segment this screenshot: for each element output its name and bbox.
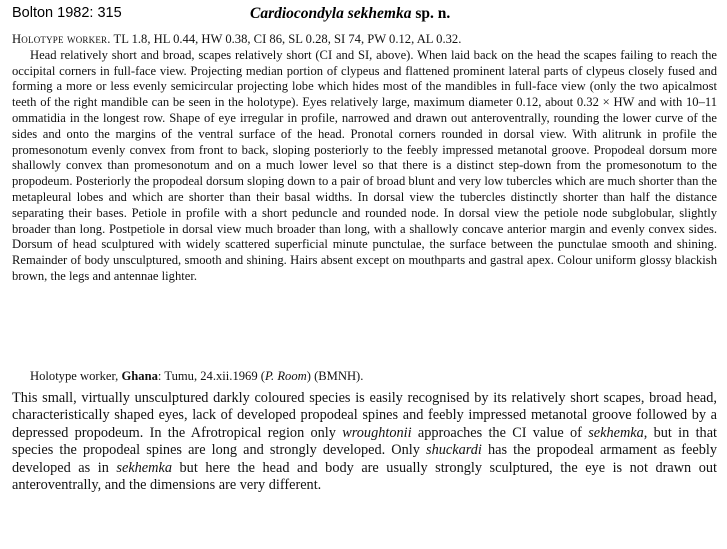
species-title (250, 5, 450, 23)
holotype-collector: P. Room (264, 369, 307, 383)
remarks-text-5: but here the head and body are usually strongly sculptured, the eye is not drawn out anteroventrally, and the dimensions are very different. (12, 459, 718, 494)
holotype-prefix: Holotype worker, (30, 369, 119, 383)
citation-source: Bolton 1982: 315 (12, 5, 122, 21)
species-ref-wroughtonii: wroughtonii (342, 424, 412, 441)
description-body: Head relatively short and broad, scapes relatively short (CI and SI, above). When laid back on the head the scapes failing to reach the occipital corners in full-face view. Projecting median portion of clypeus and flattened prominent lateral parts of clypeus closely fused and forming a more or less evenly semicircular projecting lobe which hides most of the mandibles in full-face view (only the two apicalmost teeth of the right mandible can be seen in the holotype). Eyes relatively large, maximum diameter 0.12, about 0.32 × HW and with 10–11 ommatidia in the longest row. Shape of eye irregular in profile, narrowed and drawn out anteroventrally, rounding the lower curve of the sides and onto the margins of the ventral surface of the head. Pronotal corners rounded in dorsal view. With alitrunk in profile the promesonotum evenly convex from front to back, sloping posteriorly to the feebly impressed metanotal groove. Propodeal dorsum more shallowly convex than promesonotum and on a much lower level so that there is a distinct step-down from the promesonotum to the propodeum. Posteriorly the propodeal dorsum sloping down to a pair of broad blunt and very low tubercles which are much shorter than the metapleural lobes and which are shorter than their basal widths. In dorsal view the tubercles distinctly shorter than half the distance separating their bases. Petiole in profile with a short peduncle and rounded node. In dorsal view the petiole node subglobular, slightly broader than long. Postpetiole in dorsal view much broader than long, with a shallowly concave anterior margin and evenly convex sides. Dorsum of head sculptured with widely scattered superficial minute punctulae, the surface between the punctulae smooth and shining. Remainder of body unsculptured, smooth and shining. Hairs absent except on mouthparts and gastral apex. Colour uniform glossy blackish brown, the legs and antennae lighter. (12, 47, 717, 283)
species-ref-shuckardi: shuckardi (426, 442, 482, 459)
remarks-text-2: approaches the CI value of (417, 424, 582, 441)
remarks-text-4: has the propodeal armament as feebly developed as in (12, 442, 717, 476)
species-ref-sekhemka-2: sekhemka (116, 459, 172, 476)
remarks-text-3: , but in that species the propodeal spines are long and strongly developed. Only (12, 424, 718, 459)
species-ref-sekhemka: sekhemka (588, 424, 644, 441)
species-name: Cardiocondyla sekhemka (250, 5, 412, 22)
holotype-record (30, 369, 720, 385)
species-suffix: sp. n. (415, 5, 451, 22)
holotype-country: Ghana (121, 369, 158, 383)
holotype-depository: ) (BMNH). (306, 369, 364, 383)
remarks-paragraph (12, 390, 717, 494)
holotype-label: Holotype worker. (12, 32, 111, 46)
measurements: TL 1.8, HL 0.44, HW 0.38, CI 86, SL 0.28, SI 74, PW 0.12, AL 0.32. (113, 32, 462, 46)
holotype-locality: : Tumu, 24.xii.1969 ( (157, 369, 265, 383)
remarks-text-1: This small, virtually unsculptured darkly coloured species is easily recognised by its relatively short scapes, broad head, characteristically shaped eyes, lack of developed propodeal spines and feebly impressed metanotal groove followed by a depressed propodeum. In the Afrotropical region only (12, 390, 717, 441)
description-paragraph (12, 32, 717, 285)
